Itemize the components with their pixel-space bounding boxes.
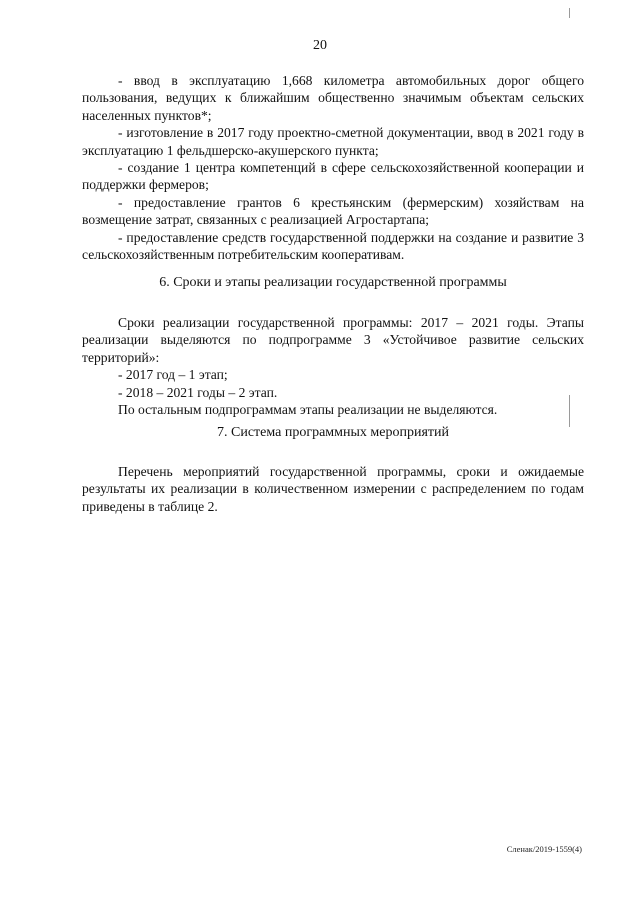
bullet-item: - ввод в эксплуатацию 1,668 километра автомобильных дорог общего пользования, ведущих к ближайшим общественно значимым объектам сельских населенных пунктов*; [82,73,584,123]
bullet-item: - изготовление в 2017 году проектно-сметной документации, ввод в 2021 году в эксплуатацию 1 фельдшерско-акушерского пункта; [82,125,584,158]
paragraph: Сроки реализации государственной программы: 2017 – 2021 годы. Этапы реализации выделяются по подпрограмме 3 «Устойчивое развитие сельских территорий»: [82,315,584,365]
bullet-item: - создание 1 центра компетенций в сфере сельскохозяйственной кооперации и поддержки фермеров; [82,160,584,193]
scan-edge-mark [569,8,570,18]
bullet-list [82,72,584,263]
section-7-body [82,463,584,515]
bullet-item: - предоставление грантов 6 крестьянским (фермерским) хозяйствам на возмещение затрат, связанных с реализацией Агростартапа; [82,194,584,228]
page-number: 20 [313,38,327,53]
paragraph: По остальным подпрограммам этапы реализации не выделяются. [118,402,498,418]
bullet-item: - предоставление средств государственной поддержки на создание и развитие 3 сельскохозяйственным потребительским кооперативам. [82,229,584,263]
paragraph: Перечень мероприятий государственной программы, сроки и ожидаемые результаты их реализации в количественном измерении с распределением по годам приведены в таблице 2. [82,464,584,514]
stage-item: - 2017 год – 1 этап; [118,367,228,383]
document-code: Сленак/2019-1559(4) [506,844,582,854]
section-6-body [82,314,584,418]
stage-item: - 2018 – 2021 годы – 2 этап. [118,384,278,400]
section-heading-6: 6. Сроки и этапы реализации государственной программы [159,275,507,290]
section-heading-7: 7. Система программных мероприятий [216,425,450,440]
